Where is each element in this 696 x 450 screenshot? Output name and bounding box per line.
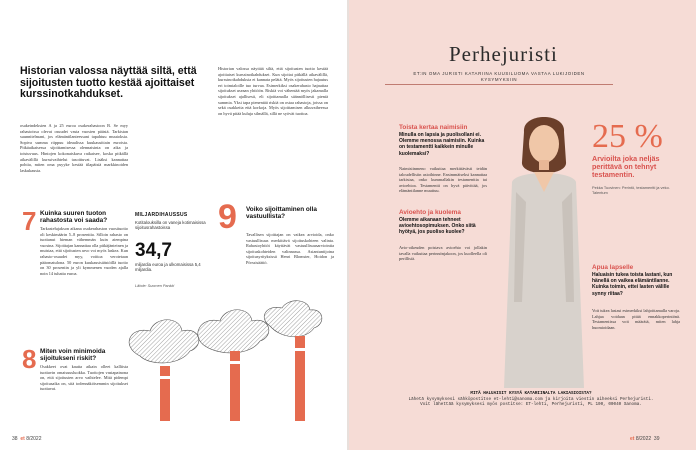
right-magazine-name: et bbox=[630, 436, 635, 442]
statistic-percentage: 25 % bbox=[592, 118, 663, 155]
statistic-text: Arvioilta joka neljäs perittävä on tehnyt testamentin. bbox=[592, 154, 660, 180]
footer-line-2: Voit lähettää kysymyksesi myös postitse: ET-lehti, Perhejuristi, PL 100, 00040 Sanoma. bbox=[420, 402, 642, 407]
section-title: Perhejuristi bbox=[449, 42, 558, 66]
right-page-number: 39 bbox=[653, 436, 660, 442]
fact-box-label: MILJARDIHAUSSUS bbox=[135, 212, 188, 218]
column-2-text: Historian valossa näyttää siltä, että sijoitusten tuotto kestää ajoittaiset kurssinotkahdukset. Kun sijoitat pitkällä aikavälillä, kurssinotkahduksia ei kannata pelätä. Myös sijoitusten hajautus eri toimialoille tuo turvaa. Esimerkiksi osakerahasto hajauttaa sijoitukset useaan yhtiöön. Riskiä voi vähentää myös jakamalla sijoitukset ajallisesti, eli sijoittamalla säännöllisesti pieniä summia. Yksi tapa pienentää riskiä on ostaa rahastoja, joissa on sekä osakkeita että korkoja. Myös sijoittamisen alkuvaiheessa on hyvä pitää kuluja silmällä, sillä ne syövät tuottoa. bbox=[218, 66, 328, 116]
left-page-number: 38 bbox=[12, 436, 18, 442]
q3-body: Voit tukea lastasi esimerkiksi lahjoittamalla varoja. Lahjaa voidaan pitää ennakkoperintönä. Testamentissa voit määrätä, miten lahja huomioidaan. bbox=[592, 308, 680, 330]
footer-title: MITÄ HALUAISIT KYSYÄ KATARIINALTA LAKIASIOISTA? bbox=[470, 391, 592, 396]
fact-box-description: miljardia euroa ja ulkomaisissa 5,4 miljardia. bbox=[135, 262, 201, 273]
column-1-q8-text: Osakkeet ovat kautta aikain olleet kalliista tuottavin omaisuusluokka. Tuottojen vastapainona on, että sijoitusten arvo vaihtelee. Mitä pidempi sijoitusaika on, sitä todennäköisemmin sijoitukset tuottavat. bbox=[40, 364, 128, 392]
headline: Historian valossa näyttää siltä, että sijoitusten tuotto kestää ajoittaiset kurssinotkahdukset. bbox=[20, 65, 197, 100]
contact-footer bbox=[386, 391, 676, 408]
q1-lede: Minulla on lapsia ja puolisollani ei. Olemme menossa naimisiin. Kuinka on testamentti kaikkein minulle kuolemaksi? bbox=[399, 132, 485, 157]
question-9-body: Tavallisen sijoittajan on vaikea arvioida, onko vastuullisuus merkittävä sijoituskohteen valinta. Rahastoyhtiöt käyttävät vastuullisuusarviointia sijoituskohteiden valinnassa. Asiantuntijoina sijoitusyrityksissä Henri Blomster, Hoidon ja Pörssisäätiö. bbox=[246, 232, 334, 265]
lawyer-portrait bbox=[494, 102, 594, 388]
question-7-title: Kuinka suuren tuoton rahastosta voi saada? bbox=[40, 210, 108, 224]
right-folio bbox=[630, 436, 659, 442]
q2-lede: Olemme aikanaan tehneet avioehtosopimuksen. Onko siitä hyötyä, jos puoliso kuolee? bbox=[399, 217, 476, 236]
question-7-number: 7 bbox=[22, 206, 37, 236]
left-issue: 8/2022 bbox=[26, 436, 42, 442]
section-divider bbox=[385, 84, 613, 85]
column-1-top-text: osakeindeksien A ja 25 euroa osakerahastoon B. Se myy rahastoissa olevat osuudet vasta vuosien päästä. Tarkistan suunnitelmani, jos elämäntilanteessani tapahtuu muutoksia. Sopiva summa riippuu ideaalissa kuukausittain euroista. Pitkäaikaisessa sijoittamisessa olennaisinta on aika ja toistuvuus. Hintojen kokonaiskuva ratkaisee, koska pitkällä aikavälillä kurssivaihtelut tasoittuvat. Lisäksi kannattaa pohtia, miten oma psyyke kestää tilapäisiä markkinoiden laskukausia. bbox=[20, 123, 128, 173]
column-1-top bbox=[20, 123, 128, 174]
question-8-number: 8 bbox=[22, 344, 37, 374]
column-1-bottom-text: Tarkastelujakson aikana osakerahaston vuosituotto oli keskimäärin 5–8 prosenttia. Silloin rahasto on tuottanut hieman vähemmän kuin aiempina vuosina. Sijoittajan kannattaa olla pitkäjänteinen ja muistaa, että sijoitusten arvo voi myös laskea. Kun rahasto-osuudet myy, voittoa verotetaan pääomatulona. 50 euron kuukausisäästöillä tuotto on 30 prosentin ja yli kymmenen vuoden ajalla noin 14 tuhatta euroa. bbox=[40, 226, 128, 276]
fact-box-source: Lähde: Suomen Pankki bbox=[135, 284, 175, 288]
factory-illustration bbox=[110, 296, 340, 426]
section-subtitle: ET:IN OMA JURISTI KATARIINA KUUSILUOMA VASTAA LUKIJOIDEN KYSYMYKSIIN bbox=[413, 71, 585, 82]
q3-heading: Apua lapselle bbox=[592, 264, 634, 271]
question-9-number: 9 bbox=[218, 198, 237, 236]
portrait-figure bbox=[504, 117, 584, 388]
statistic-source: Pekka Tuovinen: Perintö, testamentti ja veko. Talentum bbox=[592, 185, 670, 195]
right-issue: 8/2022 bbox=[635, 436, 652, 442]
column-2 bbox=[218, 66, 328, 117]
question-9-title: Voiko sijoittaminen olla vastuullista? bbox=[246, 206, 317, 220]
q1-body: Naimisiinmeno vaikuttaa merkittävästi teidän taloudellisiin asioihinne. Ensimmäiseksi kannattaa tarkistaa, onko kummallakin testamenttia tai avioehtoa. Testamentti on hyvä päivittää, jos elämäntilanne muuttuu. bbox=[399, 166, 487, 194]
q1-heading: Toista kertaa naimisiin bbox=[399, 124, 468, 131]
question-8-title: Miten voin minimoida sijoitukseni riskit? bbox=[40, 348, 106, 362]
q2-body: Avio-oikeuden poistava avioehto voi jollakin tavalla vaikuttaa perinnönjakoon, jos kuolleella oli perillisiä. bbox=[399, 245, 487, 262]
q2-heading: Avioehto ja kuolema bbox=[399, 209, 461, 216]
left-folio bbox=[12, 436, 41, 442]
fact-box-intro: Kotitalouksilla on vaneja kotimaisissa sijoitusrahastoissa bbox=[135, 220, 206, 231]
footer-line-1: Lähetä kysymyksesi sähköpostitse et-lehti@sanoma.com ja kirjoita viestin aiheeksi Perhejuristi. bbox=[408, 396, 654, 402]
column-1-bottom bbox=[40, 226, 128, 277]
smoke-clouds bbox=[129, 301, 322, 363]
fact-box-number: 34,7 bbox=[135, 240, 172, 261]
q3-lede: Haluaisin tukea toista lastani, kun hänellä on vaikea elämäntilanne. Kuinka toimin, ettei lasten välille synny riitaa? bbox=[592, 272, 673, 297]
left-magazine-name: et bbox=[20, 436, 25, 442]
